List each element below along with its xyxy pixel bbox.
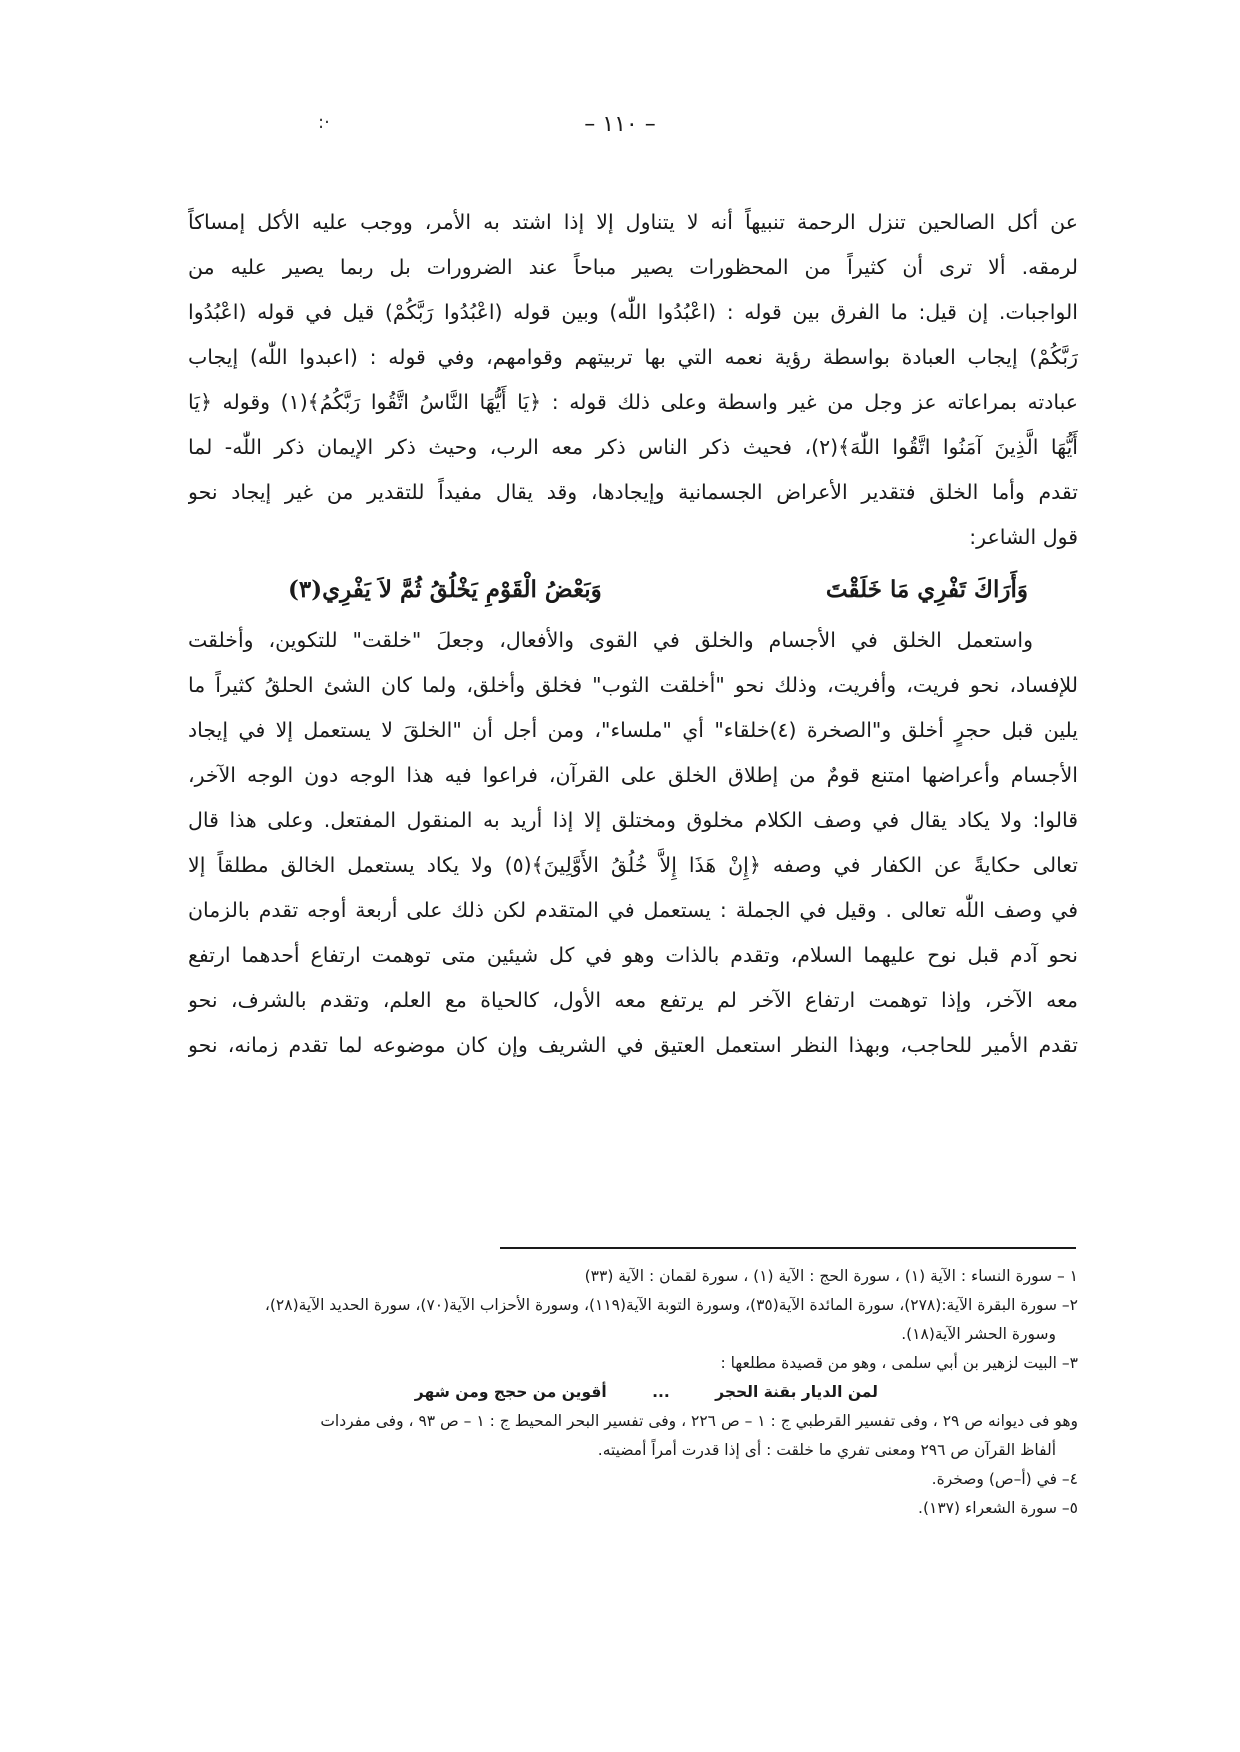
footnote-4: ٤– في (أ–ص) وصخرة. — [931, 1470, 1078, 1488]
footnote-5: ٥– سورة الشعراء (١٣٧). — [918, 1499, 1078, 1517]
body-line: عن أكل الصالحين تنزل الرحمة تنبيهاً أنه لا يتناول إلا إذا اشتد به الأمر، ووجب عليه الأكل إمساكاً — [188, 210, 1078, 234]
page-number: – ١١٠ – — [584, 112, 656, 137]
footnote-2-continued: وسورة الحشر الآية(١٨). — [901, 1325, 1056, 1343]
body-line: قول الشاعر: — [969, 525, 1078, 549]
footnote-3-continued: ألفاظ القرآن ص ٢٩٦ ومعنى تفري ما خلقت : أى إذا قدرت أمراً أمضيته. — [597, 1441, 1056, 1459]
footnote-3: ٣– البيت لزهير بن أبي سلمى ، وهو من قصيدة مطلعها : — [720, 1354, 1078, 1372]
scan-speck: ·: — [318, 112, 330, 133]
body-line: تقدم الأمير للحاجب، وبهذا النظر استعمل العتيق في الشريف وإن كان موضوعه لما تقدم زمانه، نحو — [188, 1033, 1078, 1057]
footnote-3-continued: وهو فى ديوانه ص ٢٩ ، وفى تفسير القرطبي ج : ١ – ص ٢٢٦ ، وفى تفسير البحر المحيط ج : ١ – ص ٩٣ ، وفى مفردات — [320, 1412, 1078, 1430]
body-line: عبادته بمراعاته عز وجل من غير واسطة وعلى ذلك قوله : ﴿يَا أَيُّهَا النَّاسُ اتَّقُوا رَبَّكُمُ﴾(١) وقوله ﴿يَا — [188, 390, 1078, 414]
body-line: يلين قبل حجرٍ أخلق و"الصخرة (٤)خلقاء" أي "ملساء"، ومن أجل أن "الخلقَ لا يستعمل إلا في إيجاد — [188, 718, 1078, 742]
body-line: أَيُّهَا الَّذِينَ آمَنُوا اتَّقُوا اللّٰهَ﴾(٢)، فحيث ذكر الناس ذكر معه الرب، وحيث ذكر الإيمان ذكر اللّٰه- لما — [188, 435, 1078, 459]
body-line: تقدم وأما الخلق فتقدير الأعراض الجسمانية وإيجادها، وقد يقال مفيداً للتقدير من غير إيجاد نحو — [188, 480, 1078, 504]
footnote-2: ٢– سورة البقرة الآية:(٢٧٨)، سورة المائدة الآية(٣٥)، وسورة التوبة الآية(١١٩)، وسورة الأحزاب الآية(٧٠)، سورة الحديد الآية(٢٨)، — [264, 1296, 1078, 1314]
footnote-3-verse-separator: ... — [652, 1383, 670, 1401]
poem-verse — [188, 560, 1078, 618]
poem-second-hemistich: وَبَعْضُ الْقَوْمِ يَخْلُقُ ثُمَّ لاَ يَفْرِي(٣) — [288, 575, 602, 603]
main-text — [188, 200, 1078, 1068]
body-line: معه الآخر، وإذا توهمت ارتفاع الآخر لم يرتفع معه الأول، كالحياة مع العلم، وتقدم بالشرف، نحو — [188, 988, 1078, 1012]
body-line: للإفساد، نحو فريت، وأفريت، وذلك نحو "أخلقت الثوب" فخلق وأخلق، ولما كان الشئ الحلقُ كثيراً ما — [188, 673, 1078, 697]
footnotes — [186, 1262, 1078, 1523]
body-line: لرمقه. ألا ترى أن كثيراً من المحظورات يصير مباحاً عند الضرورات بل ربما يصير عليه من — [188, 255, 1078, 279]
body-line: الأجسام وأعراضها امتنع قومٌ من إطلاق الخلق على القرآن، فراعوا فيه هذا الوجه دون الوجه الآخر، — [188, 763, 1078, 787]
footnote-3-verse — [186, 1378, 1078, 1407]
footnote-3-verse-first: لمن الديار بقنة الحجر — [715, 1383, 878, 1401]
footnote-separator — [500, 1247, 1076, 1249]
footnote-3-verse-second: أقوين من حجج ومن شهر — [414, 1383, 607, 1401]
body-line: رَبَّكُمْ) إيجاب العبادة بواسطة رؤية نعمه التي بها تربيتهم وقوامهم، وفي قوله : (اعبدوا اللّٰه) إيجاب — [188, 345, 1078, 369]
footnote-1: ١ – سورة النساء : الآية (١) ، سورة الحج : الآية (١) ، سورة لقمان : الآية (٣٣) — [584, 1267, 1078, 1285]
body-line: تعالى حكايةً عن الكفار في وصفه ﴿إِنْ هَذَا إِلاَّ خُلُقُ الأَوَّلِينَ﴾(٥) ولا يكاد يستعمل الخالق مطلقاً إلا — [188, 853, 1078, 877]
body-line: قالوا: ولا يكاد يقال في وصف الكلام مخلوق ومختلق إلا إذا أريد به المنقول المفتعل. وعلى هذا قال — [188, 808, 1078, 832]
body-line: في وصف اللّٰه تعالى . وقيل في الجملة : يستعمل في المتقدم لكن ذلك على أربعة أوجه تقدم بالزمان — [188, 898, 1078, 922]
body-line: واستعمل الخلق في الأجسام والخلق في القوى والأفعال، وجعلَ "خلقت" للتكوين، وأخلقت — [188, 628, 1033, 652]
poem-first-hemistich: وَأَرَاكَ تَفْرِي مَا خَلَقْتَ — [825, 575, 1028, 603]
body-line: نحو آدم قبل نوح عليهما السلام، وتقدم بالذات وهو في كل شيئين متى توهمت ارتفاع أحدهما ارتفع — [188, 943, 1078, 967]
body-line: الواجبات. إن قيل: ما الفرق بين قوله : (اعْبُدُوا اللّٰه) وبين قوله (اعْبُدُوا رَبَّكُمْ) قيل في قوله (اعْبُدُوا — [188, 300, 1078, 324]
